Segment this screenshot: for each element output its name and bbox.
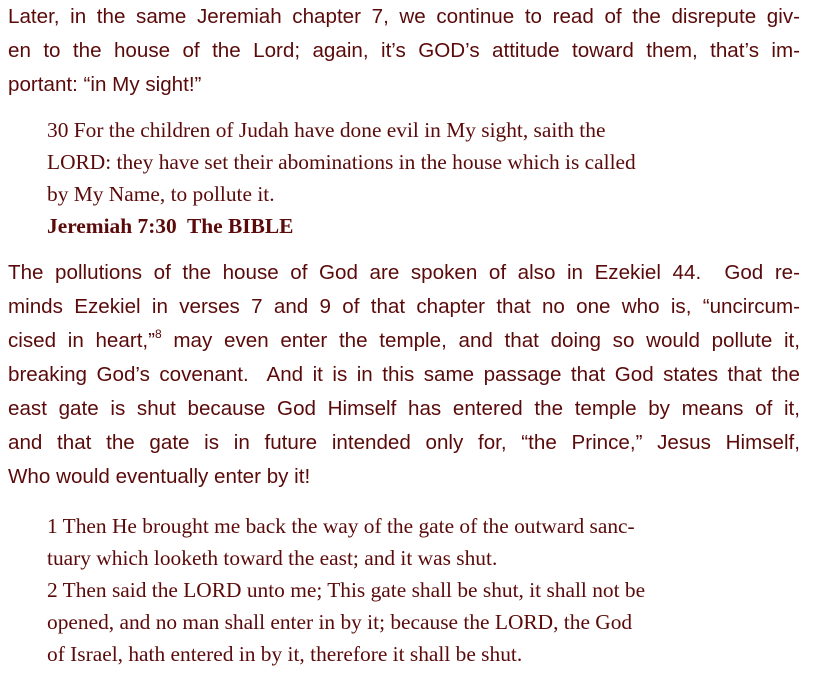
quote-line: LORD: they have set their abominations in the house which is called xyxy=(47,150,636,174)
quote-line: opened, and no man shall enter in by it; because the LORD, the God xyxy=(47,610,633,634)
paragraph-line: breaking God’s covenant. And it is in this same passage that God states that the xyxy=(8,363,800,386)
line-text: may even enter the temple, and that doing so would pollute it, xyxy=(161,329,800,352)
paragraph-line: minds Ezekiel in verses 7 and 9 of that chapter that no one who is, “uncircum- xyxy=(8,295,800,318)
quote-line: of Israel, hath entered in by it, therefore it shall be shut. xyxy=(47,642,523,666)
ezekiel-paragraph xyxy=(8,256,800,494)
scripture-reference: Jeremiah 7:30 The BIBLE xyxy=(47,214,294,238)
scripture-quote-ezekiel xyxy=(47,510,767,670)
paragraph-line: portant: “in My sight!” xyxy=(8,73,202,96)
paragraph-line-with-footnote xyxy=(8,324,800,358)
quote-line: 1 Then He brought me back the way of the gate of the outward sanc- xyxy=(47,514,635,538)
intro-paragraph xyxy=(8,0,800,102)
quote-line: 2 Then said the LORD unto me; This gate shall be shut, it shall not be xyxy=(47,578,646,602)
line-text: cised in heart,” xyxy=(8,329,156,352)
paragraph-line: The pollutions of the house of God are spoken of also in Ezekiel 44. God re- xyxy=(8,261,800,284)
paragraph-line: en to the house of the Lord; again, it’s GOD’s attitude toward them, that’s im- xyxy=(8,39,800,62)
quote-line: by My Name, to pollute it. xyxy=(47,182,275,206)
scripture-quote-jeremiah xyxy=(47,114,767,242)
footnote-marker[interactable]: 8 xyxy=(155,327,162,342)
quote-line: tuary which looketh toward the east; and it was shut. xyxy=(47,546,498,570)
paragraph-line: Who would eventually enter by it! xyxy=(8,465,311,488)
paragraph-line: and that the gate is in future intended only for, “the Prince,” Jesus Himself, xyxy=(8,431,800,454)
paragraph-line: east gate is shut because God Himself has entered the temple by means of it, xyxy=(8,397,800,420)
paragraph-line: Later, in the same Jeremiah chapter 7, we continue to read of the disrepute giv- xyxy=(8,5,800,28)
quote-line: 30 For the children of Judah have done evil in My sight, saith the xyxy=(47,118,606,142)
